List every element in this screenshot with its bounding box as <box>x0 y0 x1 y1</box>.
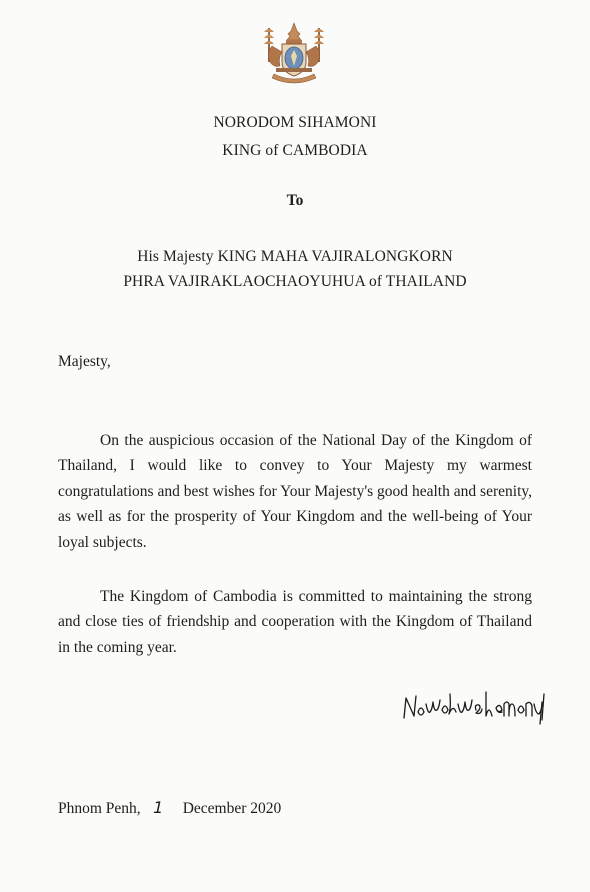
closing-place: Phnom Penh, <box>58 800 141 817</box>
salutation: Majesty, <box>58 353 111 370</box>
handwritten-signature-icon <box>400 690 550 726</box>
to-label: To <box>286 192 304 209</box>
body-paragraph-2: The Kingdom of Cambodia is committed to maintaining the strong and close ties of friendship and cooperation with the Kingdom of Thailand in the coming year. <box>58 588 532 656</box>
sender-title: KING of CAMBODIA <box>222 142 368 159</box>
closing-month-year: December 2020 <box>182 800 282 817</box>
closing-day-handwritten: 1 <box>150 798 165 817</box>
royal-arms-of-cambodia-icon <box>256 22 332 88</box>
body-paragraph-1: On the auspicious occasion of the National Day of the Kingdom of Thailand, I would like to convey to Your Majesty my warmest congratulations and best wishes for Your Majesty's good health and serenity, as well as for the prosperity of Your Kingdom and the well-being of Your loyal subjects. <box>58 432 532 551</box>
closing-line <box>58 798 281 818</box>
recipient-line-2: PHRA VAJIRAKLAOCHAOYUHUA of THAILAND <box>123 273 467 290</box>
recipient-line-1: His Majesty KING MAHA VAJIRALONGKORN <box>137 248 453 265</box>
sender-name: NORODOM SIHAMONI <box>213 114 377 131</box>
